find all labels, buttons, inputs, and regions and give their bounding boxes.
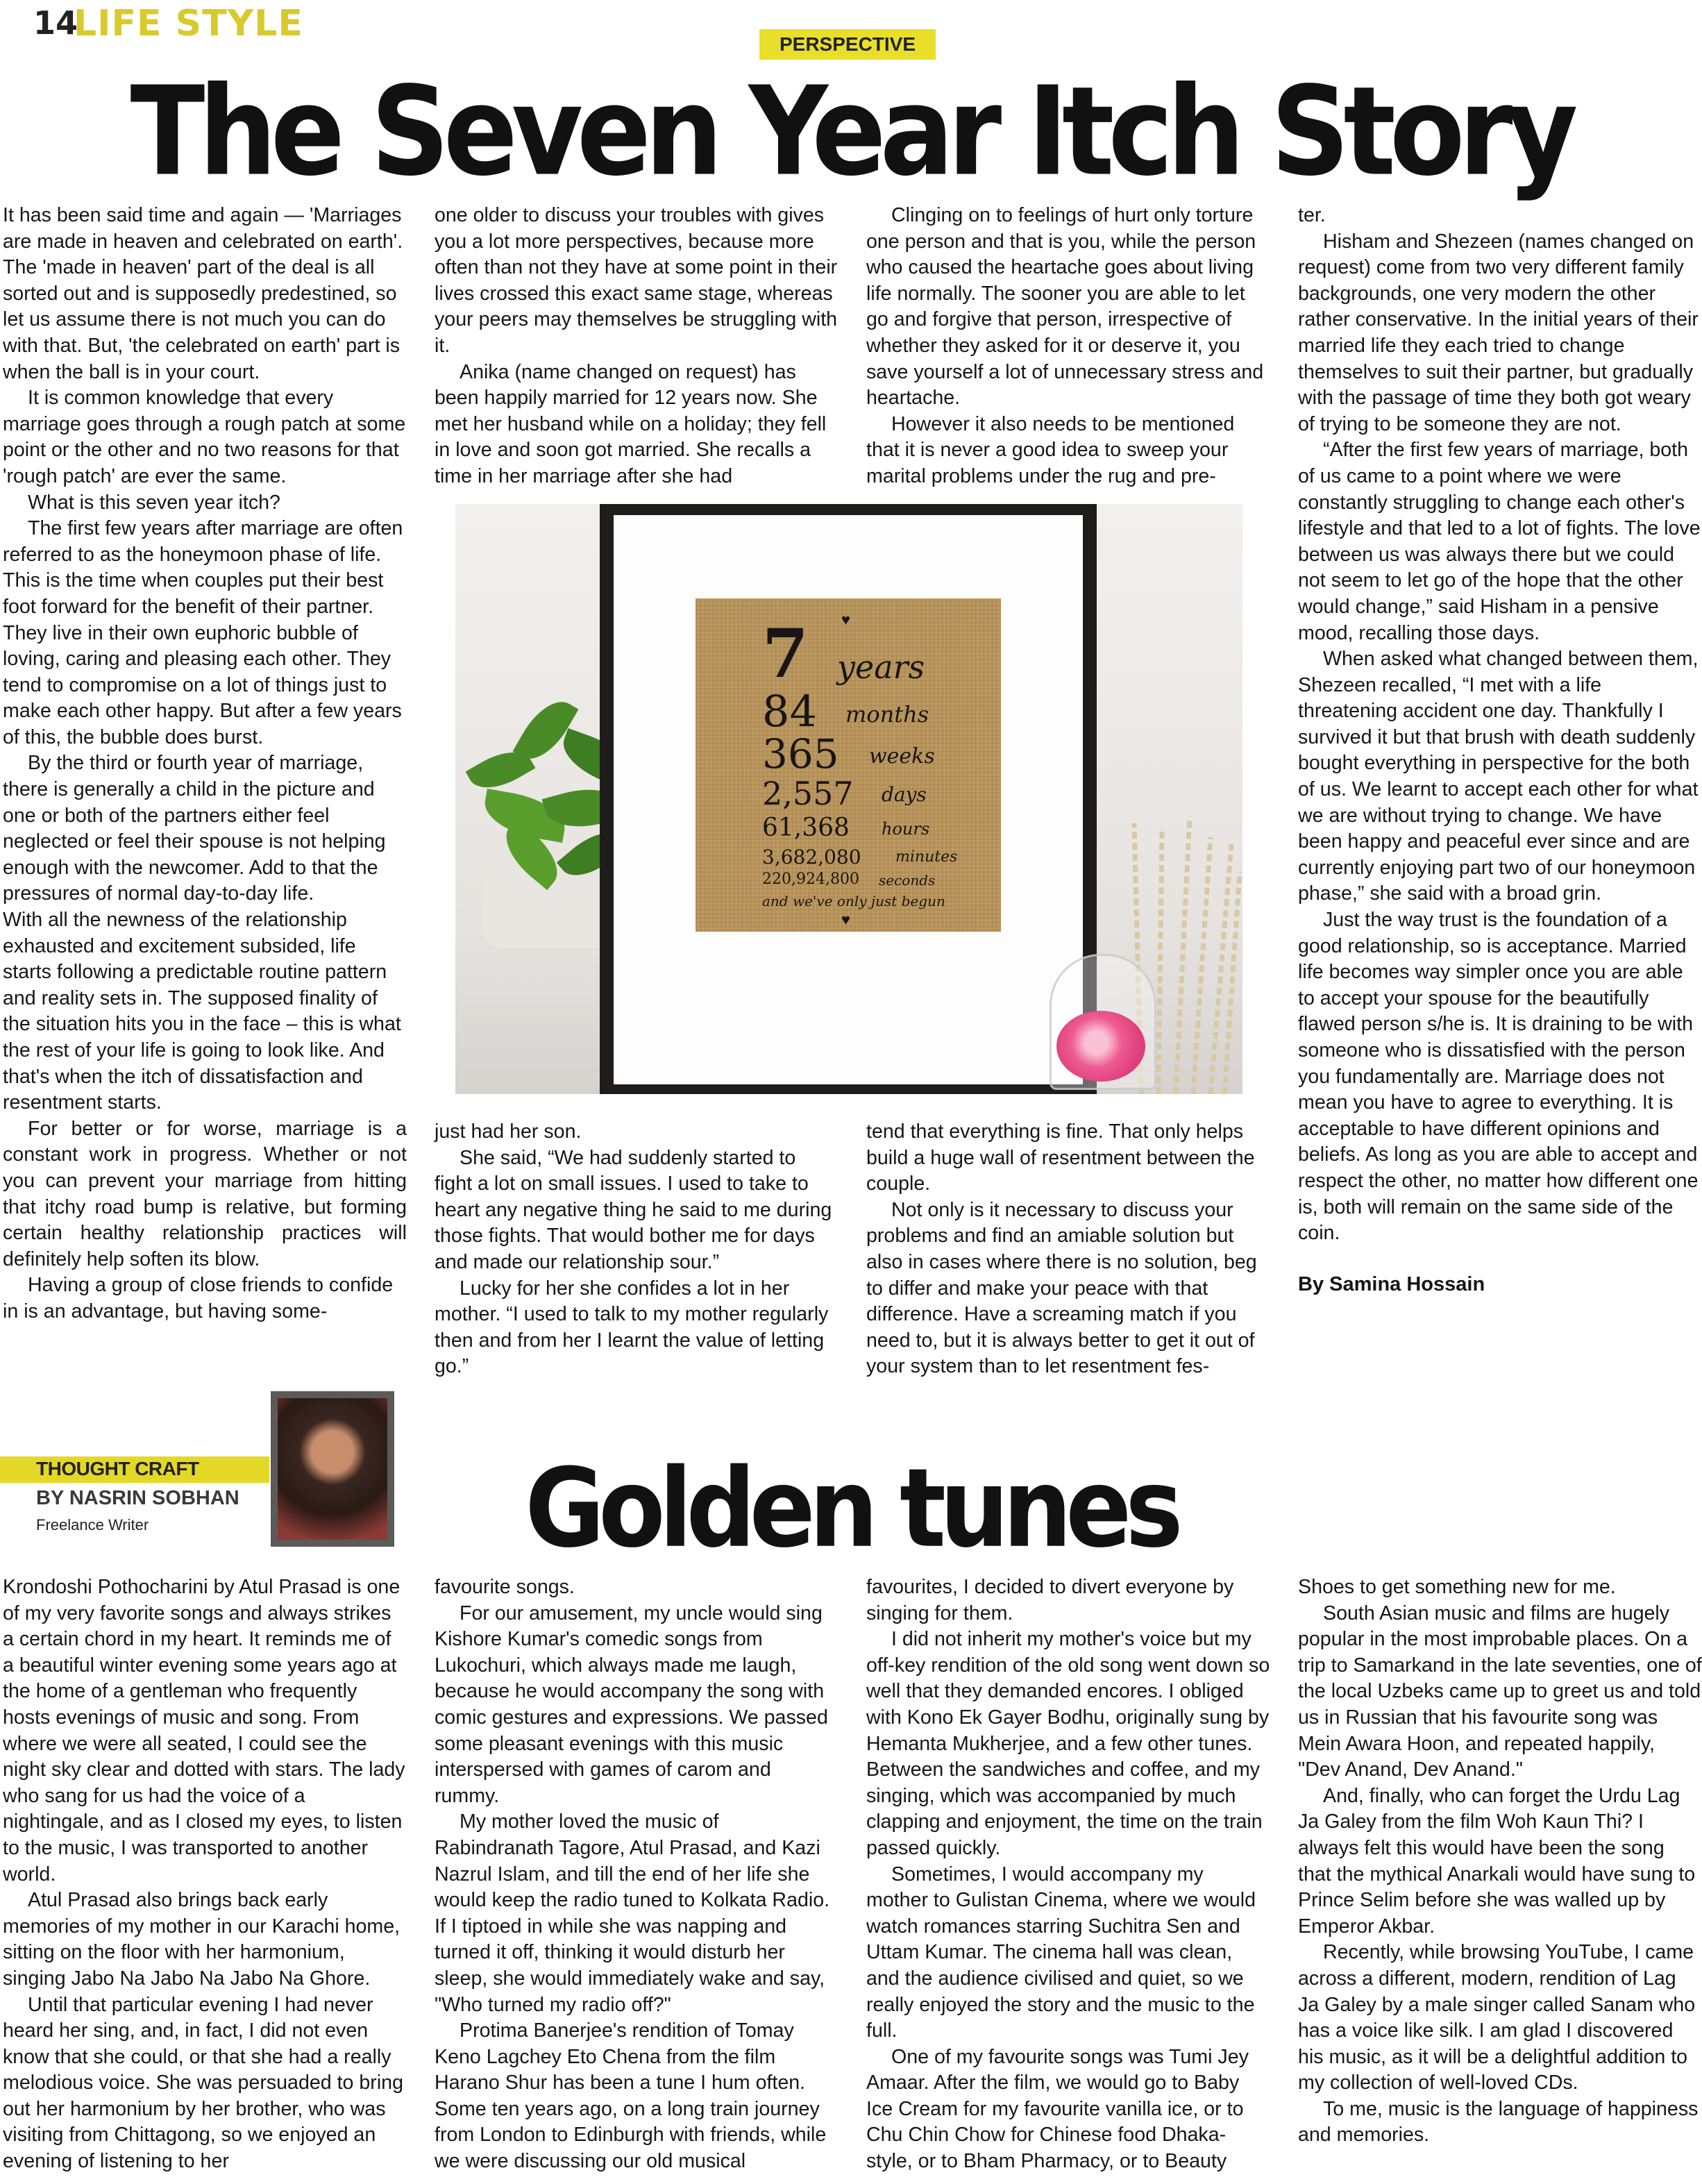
page-number: 14 [33, 4, 78, 42]
byline: By Samina Hossain [1298, 1272, 1485, 1295]
paragraph: To me, music is the language of happiness and memories. [1298, 2097, 1699, 2147]
print-unit: hours [882, 819, 930, 839]
heart-icon: ♥ [841, 611, 851, 628]
paragraph: She said, “We had suddenly started to fight a lot on small issues. I used to take to heart any negative thing he said to me during those fights. That would bother me for days and made our relationship sour.” [435, 1146, 832, 1273]
story1-column-3-bottom [866, 1119, 1270, 1380]
paragraph: Atul Prasad also brings back early memories of my mother in our Karachi home, sitting on the floor with her harmonium, singing Jabo Na Jabo Na Jabo Na Ghore. [3, 1889, 401, 1990]
paragraph: ter. [1298, 204, 1326, 226]
paragraph: favourite songs. [435, 1576, 575, 1598]
heart-icon: ♥ [841, 911, 851, 928]
print-number: 3,682,080 [762, 846, 861, 868]
print-footer: and we've only just begun [762, 893, 945, 909]
paragraph: Until that particular evening I had never heard her sing, and, in fact, I did not even know that she could, or that she had a really melodious voice. She was persuaded to bring out her harmonium by her brother, who was visiting from Chittagong, so we enjoyed an evening of listening to her [3, 1993, 403, 2173]
story1-column-1 [3, 203, 407, 1325]
print-unit: years [837, 648, 925, 686]
print-unit: minutes [895, 848, 958, 866]
story1-column-3-top [866, 203, 1270, 490]
print-number: 61,368 [762, 814, 850, 842]
paragraph: Sometimes, I would accompany my mother to Gulistan Cinema, where we would watch romances starring Suchitra Sen and Uttam Kumar. The cinema hall was clean, and the audience civilised and quiet, so we really enjoyed the story and the music to the full. [866, 1863, 1256, 2042]
paragraph: one older to discuss your troubles with gives you a lot more perspectives, because more often than not they have at some point in their lives crossed this exact same stage, whereas your peers may themselves be struggling with it. [435, 204, 838, 357]
paragraph: Krondoshi Pothocharini by Atul Prasad is one of my very favorite songs and always strikes a certain chord in my heart. It reminds me of a beautiful winter evening some years ago at the home of a gentleman who frequently hosts evenings of music and song. From where we were all seated, I could see the night sky clear and dotted with stars. The lady who sang for us had the voice of a nightingale, and as I closed my eyes, to listen to the music, I was transported to another world. [3, 1576, 405, 1885]
story1-column-2-bottom [435, 1119, 839, 1380]
story2-column-1 [3, 1574, 407, 2175]
paragraph: Recently, while browsing YouTube, I came across a different, modern, rendition of Lag Ja Galey by a male singer called Sanam who has a voice like silk. I am glad I discovered his music, as it will be a delightful addition to my collection of well-loved CDs. [1298, 1941, 1696, 2094]
burlap-print [696, 598, 1001, 932]
author-name: BY NASRIN SOBHAN [36, 1487, 239, 1509]
print-unit: months [845, 701, 929, 728]
story1-column-4 [1298, 203, 1702, 1297]
paragraph: When asked what changed between them, Shezeen recalled, “I met with a life threatening accident one day. Thankfully I survived it but that brush with death suddenly bought everything in perspective for the both of us. We learnt to accept each other for what we are without trying to change. We have been happy and peaceful ever since and are currently enjoying part two of our honeymoon phase,” she said with a broad grin. [1298, 648, 1699, 905]
paragraph: just had her son. [435, 1120, 582, 1143]
story1-column-2-top [435, 203, 839, 490]
pink-rose [1056, 1011, 1145, 1082]
story2-column-4 [1298, 1574, 1702, 2149]
paragraph: favourites, I decided to divert everyone by singing for them. [866, 1576, 1234, 1624]
story2-column-3 [866, 1574, 1270, 2175]
paragraph: Anika (name changed on request) has been happily married for 12 years now. She met her husband while on a holiday; they fell in love and soon got married. She recalls a time in her marriage after she had [435, 360, 827, 487]
paragraph: Not only is it necessary to discuss your problems and find an amiable solution but also in cases where there is no solution, beg to differ and make your peace with that difference. Have a screaming match if you need to, but it is always better to get it out of your system than to let resentment fes- [866, 1198, 1257, 1378]
column-title: THOUGHT CRAFT [36, 1458, 199, 1479]
paragraph: South Asian music and films are hugely popular in the most improbable places. On a trip to Samarkand in the late seventies, one of the local Uzbeks came up to greet us and told us in Russian that his favourite song was Mein Awara Hoon, and repeated happily, "Dev Anand, Dev Anand." [1298, 1602, 1702, 1781]
paragraph: It is common knowledge that every marriage goes through a rough patch at some point or the other and no two reasons for that 'rough patch' are ever the same. [3, 387, 406, 487]
paragraph: For our amusement, my uncle would sing Kishore Kumar's comedic songs from Lukochuri, which always made me laugh, because he would accompany the song with comic gestures and expressions. We passed some pleasant evenings with this music interspersed with games of carom and rummy. [435, 1602, 828, 1807]
paragraph: Having a group of close friends to confide in is an advantage, but having some- [3, 1274, 394, 1322]
print-number: 2,557 [762, 775, 854, 812]
paragraph: Protima Banerjee's rendition of Tomay Keno Lagchey Eto Chena from the film Harano Shur has been a tune I hum often. Some ten years ago, on a long train journey from London to Edinburgh with friends, while we were discussing our old musical [435, 2019, 827, 2173]
paragraph: “After the first few years of marriage, both of us came to a point where we were constantly struggling to change each other's lifestyle and that led to a lot of fights. The love between us was always there but we could not seem to let go of the hope that the other would change,” said Hisham in a pensive mood, recalling those days. [1298, 439, 1701, 644]
paragraph: And, finally, who can forget the Urdu Lag Ja Galey from the film Woh Kaun Thi? I always felt this would have been the song that the mythical Anarkali would have sung to Prince Selim before she was walled up by Emperor Akbar. [1298, 1784, 1696, 1938]
section-name: LIFE STYLE [74, 3, 303, 44]
subheading: What is this seven year itch? [28, 491, 280, 514]
author-role: Freelance Writer [36, 1516, 149, 1534]
story2-column-2 [435, 1574, 839, 2175]
print-unit: seconds [879, 872, 936, 889]
paragraph: tend that everything is fine. That only helps build a huge wall of resentment between the couple. [866, 1120, 1255, 1195]
print-number: 220,924,800 [762, 871, 859, 888]
print-number: 7 [762, 614, 809, 693]
kicker-label: PERSPECTIVE [759, 29, 936, 60]
paragraph: My mother loved the music of Rabindranath Tagore, Atul Prasad, and Kazi Nazrul Islam, and till the end of her life she would keep the radio tuned to Kolkata Radio. If I tiptoed in while she was napping and turned it off, thinking it would disturb her sleep, she would immediately wake and say, "Who turned my radio off?" [435, 1811, 830, 2016]
paragraph: Hisham and Shezeen (names changed on request) come from two very different family backgrounds, one very modern the other rather conservative. In the initial years of their married life they each tried to change themselves to suit their partner, but gradually with the passage of time they both got weary of trying to be someone they are not. [1298, 230, 1699, 435]
paragraph: Just the way trust is the foundation of a good relationship, so is acceptance. Married life becomes way simpler once you are able to accept your spouse for the beautifully flawed person s/he is. It is draining to be with someone who is dissatisfied with the person you fundamentally are. Marriage does not mean you have to agree to everything. It is acceptable to have different opinions and beliefs. As long as you are able to accept and respect the other, no matter how different one is, both will remain on the same side of the coin. [1298, 909, 1699, 1245]
paragraph: I did not inherit my mother's voice but my off-key rendition of the old song went down so well that they demanded encores. I obliged with Kono Ek Gayer Bodhu, originally sung by Hemanta Mukherjee, and a few other tunes. Between the sandwiches and coffee, and my singing, which was accompanied by much clapping and enjoyment, the time on the train passed quickly. [866, 1628, 1270, 1859]
paragraph: By the third or fourth year of marriage, there is generally a child in the picture and one or both of the partners either feel neglected or feel their spouse is not helping enough with the newcomer. Add to that the pressures of normal day-to-day life. [3, 752, 386, 905]
print-number: 84 [762, 686, 817, 737]
paragraph: Shoes to get something new for me. [1298, 1576, 1616, 1598]
headline: Golden tunes [525, 1445, 1177, 1572]
paragraph: It has been said time and again — 'Marriages are made in heaven and celebrated on earth'. The 'made in heaven' part of the deal is all sorted out and is supposedly predestined, so let us assume there is not much you can do with that. But, 'the celebrated on earth' part is when the ball is in your court. [3, 204, 403, 383]
print-number: 365 [762, 730, 839, 778]
paragraph: One of my favourite songs was Tumi Jey Amaar. After the film, we would go to Baby Ice Cream for my favourite vanilla ice, or to Chu Chin Chow for Chinese food Dhaka-style, or to Bham Pharmacy, or to Beauty [866, 2045, 1249, 2173]
paragraph: Clinging on to feelings of hurt only torture one person and that is you, while the person who caused the heartache goes about living life normally. The sooner you are able to let go and forgive that person, irrespective of whether they asked for it or deserve it, you save yourself a lot of unnecessary stress and heartache. [866, 204, 1264, 410]
headline: The Seven Year Itch Story [130, 60, 1572, 204]
print-unit: weeks [869, 744, 935, 768]
paragraph: With all the newness of the relationship exhausted and excitement subsided, life starts following a predictable routine pattern and reality sets in. The supposed finality of the situation hits you in the face – this is what the rest of your life is going to look like. And that's when the itch of dissatisfaction and resentment starts. [3, 909, 401, 1114]
paragraph: The first few years after marriage are often referred to as the honeymoon phase of life. This is the time when couples put their best foot forward for the benefit of their partner. They live in their own euphoric bubble of loving, caring and pleasing each other. They tend to compromise on a lot of things just to make each other happy. But after a few years of this, the bubble does burst. [3, 517, 403, 748]
paragraph: However it also needs to be mentioned that it is never a good idea to sweep your marital problems under the rug and pre- [866, 412, 1235, 487]
paragraph: For better or for worse, marriage is a constant work in progress. Whether or not you can prevent your marriage from hitting that itchy road bump is relative, but forming certain healthy relationship practices will definitely help soften its blow. [3, 1117, 407, 1270]
story-photo [455, 504, 1242, 1094]
paragraph: Lucky for her she confides a lot in her mother. “I used to talk to my mother regularly then and from her I learnt the value of letting go.” [435, 1277, 829, 1378]
print-unit: days [882, 783, 927, 806]
